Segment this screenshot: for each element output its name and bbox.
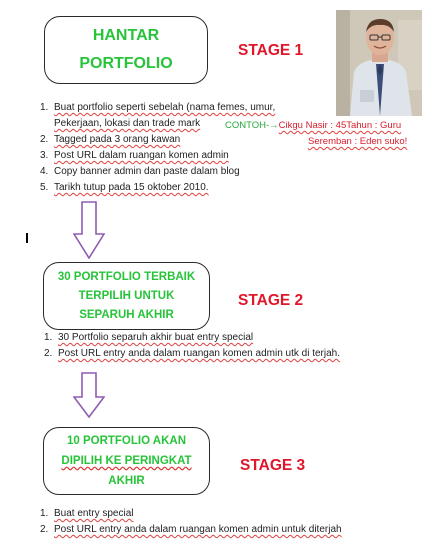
stage1-box <box>44 16 208 84</box>
stage2-box-line2: TERPILIH UNTUK <box>78 289 175 302</box>
stage2-box-line3: SEPARUH AKHIR <box>79 308 174 321</box>
item-number: 2. <box>40 134 49 145</box>
down-arrow-icon <box>73 372 105 418</box>
stage3-box-line2: DIPILIH KE PERINGKAT <box>61 455 192 467</box>
stage2-label: STAGE 2 <box>238 292 304 309</box>
item-text: Copy banner admin dan paste dalam blog <box>54 166 240 177</box>
stage3-steps <box>40 506 342 538</box>
list-item <box>44 346 340 362</box>
list-item <box>44 330 340 346</box>
stage2-steps <box>44 330 340 362</box>
item-text: Post URL dalam ruangan komen admin <box>54 150 229 161</box>
stage2-box-line1: 30 PORTFOLIO TERBAIK <box>57 270 196 283</box>
item-number: 2. <box>40 524 49 535</box>
example-label: CONTOH- <box>225 120 270 131</box>
item-text: Buat portfolio seperti sebelah (nama femes, umur, <box>54 102 276 113</box>
example-text: Cikgu Nasir : 45Tahun : Guru <box>278 120 402 131</box>
list-item <box>40 522 342 538</box>
text-cursor <box>26 233 28 243</box>
item-text: 30 Portfolio separuh akhir buat entry special <box>58 332 254 343</box>
item-number: 2. <box>44 348 53 359</box>
item-text: Post URL entry anda dalam ruangan komen admin utk di terjah. <box>58 348 341 359</box>
item-number: 1. <box>40 102 49 113</box>
item-number: 4. <box>40 166 49 177</box>
item-number: 1. <box>44 332 53 343</box>
list-item <box>40 180 275 196</box>
stage3-box-line3: AKHIR <box>108 475 145 487</box>
stage2-box <box>43 262 210 330</box>
list-item <box>40 148 275 164</box>
stage3-box-line1: 10 PORTFOLIO AKAN <box>66 435 187 447</box>
list-item <box>40 132 275 148</box>
item-text: Buat entry special <box>54 508 134 519</box>
list-item <box>40 100 275 116</box>
item-text: Tagged pada 3 orang kawan <box>54 134 181 145</box>
stage1-steps <box>40 100 275 196</box>
item-number: 3. <box>40 150 49 161</box>
stage1-box-line2: PORTFOLIO <box>79 55 173 72</box>
list-item <box>40 164 275 180</box>
item-text: Pekerjaan, lokasi dan trade mark <box>54 118 201 129</box>
list-item <box>40 506 342 522</box>
portrait-photo <box>336 10 422 116</box>
item-number: 1. <box>40 508 49 519</box>
example-text-2: Seremban : Eden suko! <box>308 136 408 147</box>
example-note <box>225 120 401 131</box>
stage1-box-line1: HANTAR <box>92 27 160 44</box>
stage1-label: STAGE 1 <box>238 42 304 59</box>
item-number: 5. <box>40 182 49 193</box>
right-arrow-icon: → <box>269 120 279 131</box>
item-text: Post URL entry anda dalam ruangan komen admin untuk diterjah <box>54 524 342 535</box>
stage3-label: STAGE 3 <box>240 457 306 474</box>
item-text: Tarikh tutup pada 15 oktober 2010. <box>54 182 209 193</box>
down-arrow-icon <box>73 201 105 259</box>
stage3-box <box>43 427 210 495</box>
